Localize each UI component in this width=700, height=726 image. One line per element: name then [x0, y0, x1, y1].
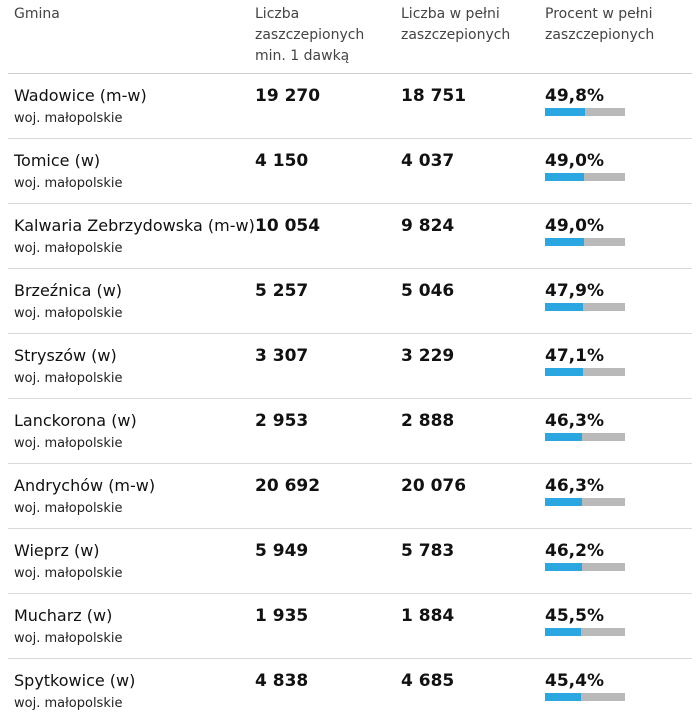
fully-vaccinated-value: 3 229	[401, 346, 455, 366]
percent-bar-fill	[545, 368, 583, 376]
min1-dose-value: 10 054	[255, 216, 321, 236]
min1-dose-value: 4 838	[255, 671, 309, 691]
fully-vaccinated-value: 9 824	[401, 216, 455, 236]
min1-dose-cell	[248, 399, 395, 463]
percent-bar-fill	[545, 238, 584, 246]
min1-dose-cell	[248, 659, 395, 724]
percent-bar-fill	[545, 498, 582, 506]
min1-dose-cell	[248, 269, 395, 333]
min1-dose-cell	[248, 74, 395, 138]
percent-bar-fill	[545, 173, 584, 181]
vaccination-table	[8, 0, 692, 724]
gmina-name: Andrychów (m-w)	[14, 476, 156, 495]
min1-dose-cell	[248, 594, 395, 658]
table-header	[8, 0, 692, 74]
min1-dose-value: 20 692	[255, 476, 321, 496]
min1-dose-cell	[248, 334, 395, 398]
gmina-name: Stryszów (w)	[14, 346, 117, 365]
gmina-cell	[8, 204, 255, 268]
gmina-region: woj. małopolskie	[14, 631, 123, 646]
gmina-cell	[8, 74, 248, 138]
gmina-cell	[8, 334, 248, 398]
gmina-region: woj. małopolskie	[14, 241, 123, 256]
percent-cell	[539, 204, 692, 268]
percent-bar-fill	[545, 628, 581, 636]
fully-vaccinated-cell	[395, 659, 539, 724]
header-gmina[interactable]: Gmina	[14, 6, 60, 22]
min1-dose-cell	[248, 529, 395, 593]
percent-bar	[545, 108, 625, 116]
percent-cell	[539, 529, 692, 593]
percent-bar	[545, 563, 625, 571]
percent-cell	[539, 399, 692, 463]
percent-bar	[545, 498, 625, 506]
gmina-name: Wieprz (w)	[14, 541, 100, 560]
gmina-cell	[8, 139, 248, 203]
percent-bar-fill	[545, 693, 581, 701]
table-row	[8, 399, 692, 464]
gmina-region: woj. małopolskie	[14, 176, 123, 191]
percent-bar	[545, 433, 625, 441]
min1-dose-value: 5 949	[255, 541, 309, 561]
percent-value: 49,0%	[545, 216, 604, 236]
gmina-region: woj. małopolskie	[14, 306, 123, 321]
percent-value: 46,3%	[545, 476, 604, 496]
gmina-region: woj. małopolskie	[14, 501, 123, 516]
min1-dose-value: 3 307	[255, 346, 309, 366]
fully-vaccinated-cell	[395, 399, 539, 463]
percent-cell	[539, 139, 692, 203]
header-min1-dose[interactable]: Liczba zaszczepionych min. 1 dawką	[255, 6, 365, 64]
percent-cell	[539, 269, 692, 333]
percent-value: 46,2%	[545, 541, 604, 561]
table-row	[8, 529, 692, 594]
gmina-region: woj. małopolskie	[14, 436, 123, 451]
min1-dose-cell	[248, 204, 395, 268]
min1-dose-value: 1 935	[255, 606, 309, 626]
fully-vaccinated-cell	[395, 74, 539, 138]
gmina-region: woj. małopolskie	[14, 566, 123, 581]
table-row	[8, 74, 692, 139]
min1-dose-cell	[248, 464, 395, 528]
table-row	[8, 594, 692, 659]
gmina-cell	[8, 594, 248, 658]
gmina-region: woj. małopolskie	[14, 371, 123, 386]
percent-cell	[539, 659, 692, 724]
fully-vaccinated-cell	[395, 594, 539, 658]
gmina-region: woj. małopolskie	[14, 696, 123, 711]
table-row	[8, 334, 692, 399]
percent-value: 49,8%	[545, 86, 604, 106]
percent-cell	[539, 594, 692, 658]
fully-vaccinated-cell	[395, 139, 539, 203]
fully-vaccinated-cell	[395, 334, 539, 398]
percent-cell	[539, 464, 692, 528]
fully-vaccinated-value: 5 046	[401, 281, 455, 301]
percent-value: 45,5%	[545, 606, 604, 626]
percent-bar	[545, 173, 625, 181]
gmina-name: Mucharz (w)	[14, 606, 113, 625]
min1-dose-value: 19 270	[255, 86, 321, 106]
percent-bar-fill	[545, 108, 585, 116]
fully-vaccinated-cell	[395, 269, 539, 333]
percent-value: 49,0%	[545, 151, 604, 171]
table-row	[8, 204, 692, 269]
header-fully-vaccinated[interactable]: Liczba w pełni zaszczepionych	[401, 6, 511, 43]
gmina-name: Brzeźnica (w)	[14, 281, 123, 300]
percent-bar	[545, 303, 625, 311]
table-row	[8, 464, 692, 529]
gmina-name: Tomice (w)	[14, 151, 101, 170]
percent-cell	[539, 334, 692, 398]
fully-vaccinated-value: 1 884	[401, 606, 455, 626]
gmina-name: Wadowice (m-w)	[14, 86, 147, 105]
percent-value: 45,4%	[545, 671, 604, 691]
percent-value: 47,1%	[545, 346, 604, 366]
percent-value: 46,3%	[545, 411, 604, 431]
fully-vaccinated-value: 18 751	[401, 86, 467, 106]
gmina-name: Lanckorona (w)	[14, 411, 137, 430]
gmina-cell	[8, 269, 248, 333]
fully-vaccinated-cell	[395, 529, 539, 593]
fully-vaccinated-value: 4 685	[401, 671, 455, 691]
gmina-cell	[8, 529, 248, 593]
percent-bar	[545, 368, 625, 376]
fully-vaccinated-cell	[395, 464, 539, 528]
header-percent-fully-vaccinated[interactable]: Procent w pełni zaszczepionych	[545, 6, 655, 43]
table-body	[8, 74, 692, 724]
percent-bar-fill	[545, 433, 582, 441]
min1-dose-value: 2 953	[255, 411, 309, 431]
percent-bar	[545, 628, 625, 636]
fully-vaccinated-value: 4 037	[401, 151, 455, 171]
percent-bar	[545, 238, 625, 246]
gmina-name: Kalwaria Zebrzydowska (m-w)	[14, 216, 255, 235]
percent-bar-fill	[545, 563, 582, 571]
percent-value: 47,9%	[545, 281, 604, 301]
min1-dose-value: 5 257	[255, 281, 309, 301]
percent-bar-fill	[545, 303, 583, 311]
fully-vaccinated-cell	[395, 204, 539, 268]
gmina-cell	[8, 659, 248, 724]
gmina-cell	[8, 399, 248, 463]
gmina-region: woj. małopolskie	[14, 111, 123, 126]
percent-bar	[545, 693, 625, 701]
min1-dose-value: 4 150	[255, 151, 309, 171]
min1-dose-cell	[248, 139, 395, 203]
percent-cell	[539, 74, 692, 138]
fully-vaccinated-value: 20 076	[401, 476, 467, 496]
gmina-name: Spytkowice (w)	[14, 671, 136, 690]
fully-vaccinated-value: 5 783	[401, 541, 455, 561]
table-row	[8, 139, 692, 204]
fully-vaccinated-value: 2 888	[401, 411, 455, 431]
table-row	[8, 269, 692, 334]
gmina-cell	[8, 464, 248, 528]
table-row	[8, 659, 692, 724]
